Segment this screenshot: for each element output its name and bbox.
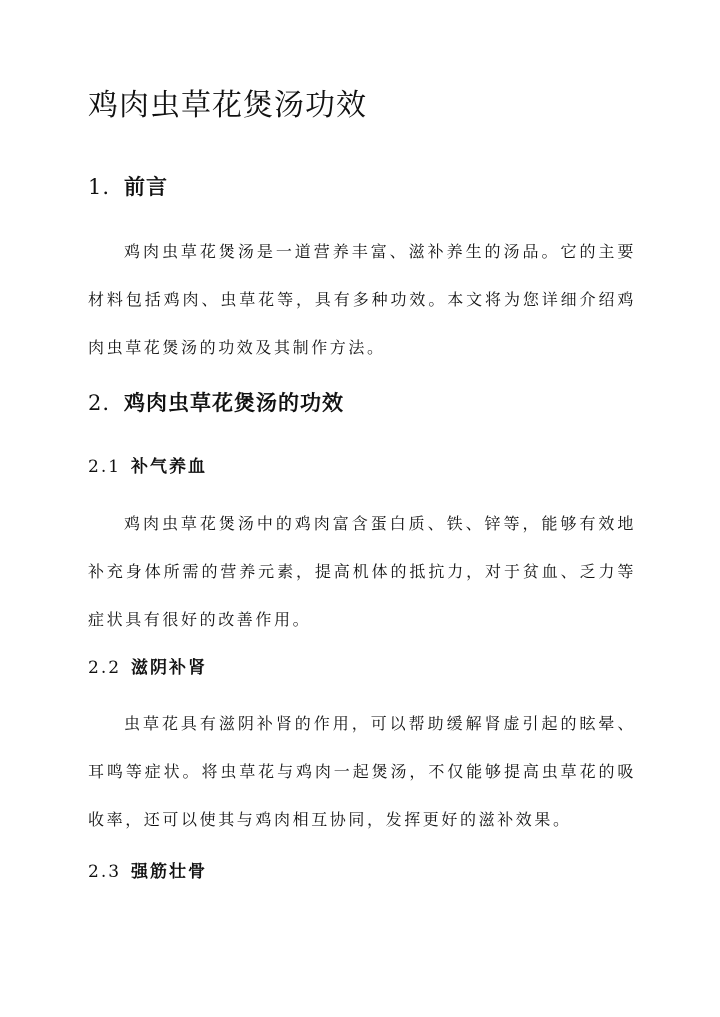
kidney-paragraph: 虫草花具有滋阴补肾的作用，可以帮助缓解肾虚引起的眩晕、耳鸣等症状。将虫草花与鸡肉一起煲汤，不仅能够提高虫草花的吸收率，还可以使其与鸡肉相互协同，发挥更好的滋补效果。 — [88, 714, 636, 829]
subsection-heading-bones — [88, 860, 207, 884]
section-heading-intro — [88, 172, 168, 202]
section-title: 前言 — [124, 174, 169, 199]
document-title: 鸡肉虫草花煲汤功效 — [88, 88, 367, 123]
subsection-heading-qi-blood — [88, 455, 207, 479]
section-number: 2. — [88, 391, 111, 415]
subsection-number: 2.1 — [88, 457, 122, 477]
subsection-heading-kidney — [88, 656, 207, 680]
section-heading-benefits — [88, 388, 344, 418]
section-title: 鸡肉虫草花煲汤的功效 — [124, 390, 345, 415]
subsection-title: 补气养血 — [131, 457, 208, 477]
subsection-number: 2.3 — [88, 862, 122, 882]
qi-blood-paragraph: 鸡肉虫草花煲汤中的鸡肉富含蛋白质、铁、锌等，能够有效地补充身体所需的营养元素，提高机体的抵抗力，对于贫血、乏力等症状具有很好的改善作用。 — [88, 514, 636, 629]
subsection-title: 滋阴补肾 — [131, 658, 208, 678]
intro-paragraph: 鸡肉虫草花煲汤是一道营养丰富、滋补养生的汤品。它的主要材料包括鸡肉、虫草花等，具有多种功效。本文将为您详细介绍鸡肉虫草花煲汤的功效及其制作方法。 — [88, 242, 636, 357]
subsection-number: 2.2 — [88, 658, 122, 678]
subsection-title: 强筋壮骨 — [131, 862, 208, 882]
section-number: 1. — [88, 175, 111, 199]
